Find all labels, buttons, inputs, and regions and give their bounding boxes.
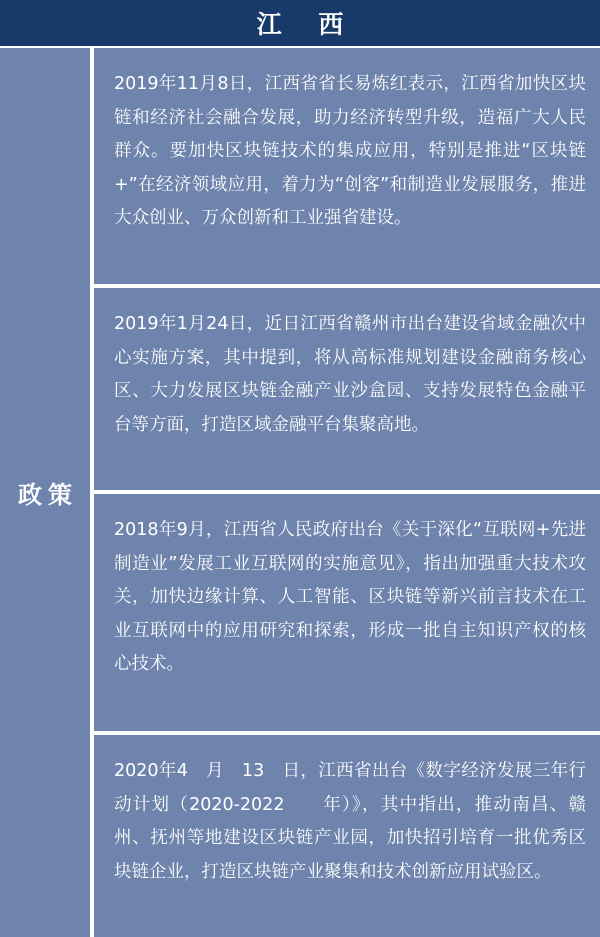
category-label-text: 政策 <box>18 481 78 509</box>
policy-entry-4-text: 2020年4 月 13 日，江西省出台《数字经济发展三年行动计划（2020-2022 年）》，其中指出，推动南昌、赣州、抚州等地建设区块链产业园，加快招引培育一批优秀区块链企业，打造区块链产业聚集和技术创新应用试验区。 <box>114 761 586 882</box>
policy-entry-1 <box>94 48 600 284</box>
policy-entry-2 <box>94 288 600 490</box>
header-title: 江 西 <box>256 10 358 39</box>
policy-entry-4 <box>94 735 600 937</box>
policy-entry-2-text: 2019年1月24日，近日江西省赣州市出台建设省域金融次中心实施方案，其中提到，将从高标准规划建设金融商务核心区、大力发展区块链金融产业沙盒园、支持发展特色金融平台等方面，打造区域金融平台集聚高地。 <box>114 314 586 435</box>
policy-entry-3-text: 2018年9月，江西省人民政府出台《关于深化“互联网+先进制造业”发展工业互联网的实施意见》，指出加强重大技术攻关，加快边缘计算、人工智能、区块链等新兴前言技术在工业互联网中的应用研究和探索，形成一批自主知识产权的核心技术。 <box>114 520 586 674</box>
policy-entry-1-text: 2019年11月8日，江西省省长易炼红表示，江西省加快区块链和经济社会融合发展，助力经济转型升级，造福广大人民群众。要加快区块链技术的集成应用，特别是推进“区块链+”在经济领域应用，着力为“创客”和制造业发展服务，推进大众创业、万众创新和工业强省建设。 <box>114 74 586 228</box>
policy-table <box>0 46 600 937</box>
category-label <box>0 48 90 937</box>
section-header <box>0 0 600 46</box>
policy-entry-3 <box>94 494 600 731</box>
